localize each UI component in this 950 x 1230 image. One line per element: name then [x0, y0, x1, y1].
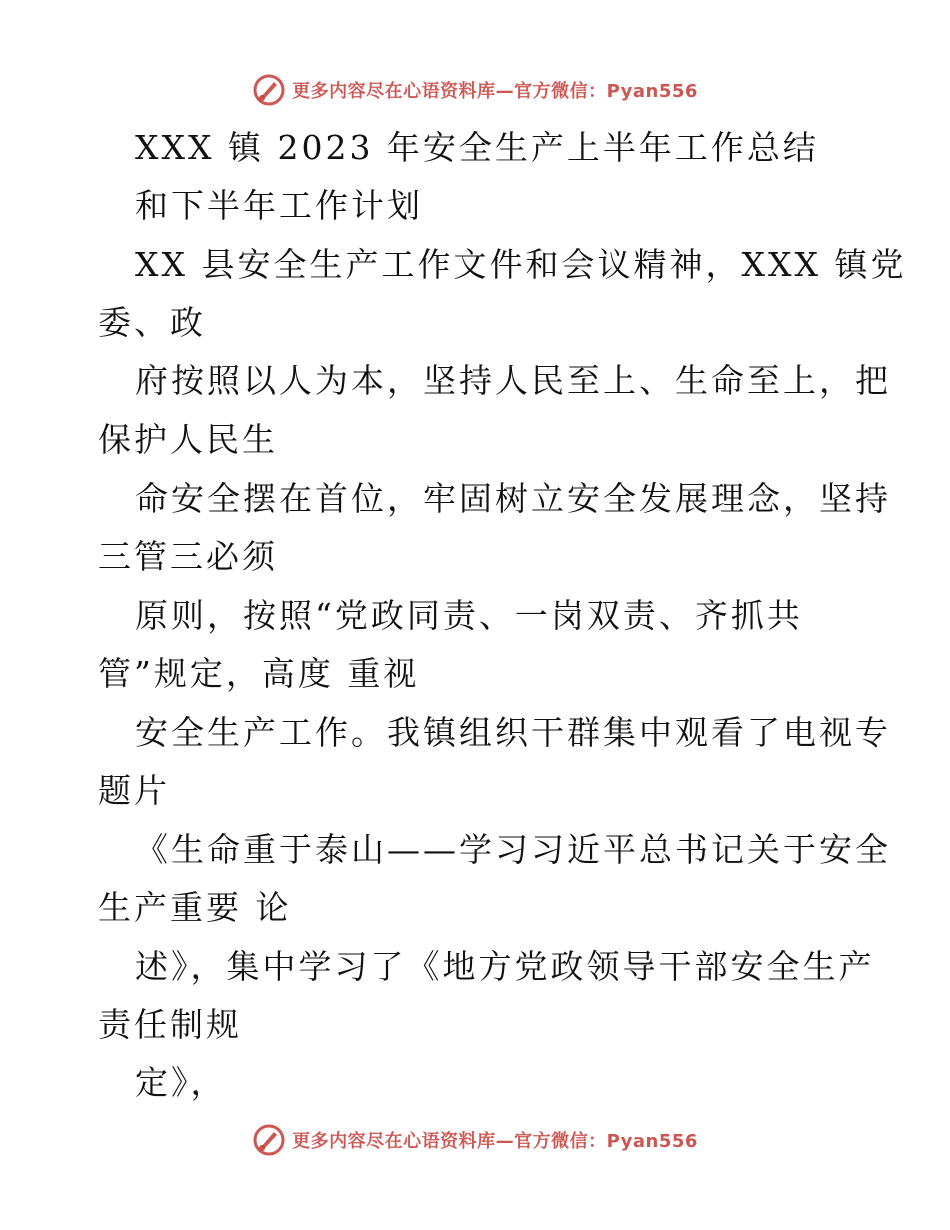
body-line: 《生命重于泰山——学习习近平总书记关于安全: [135, 830, 891, 869]
body-line: 安全生产工作。我镇组织干群集中观看了电视专: [135, 713, 891, 752]
watermark-text: 更多内容尽在心语资料库—官方微信：Pyan556: [292, 81, 698, 102]
body-line: XX 县安全生产工作文件和会议精神，XXX 镇党: [135, 245, 907, 284]
body-line: 述》，集中学习了《地方党政领导干部安全生产: [135, 947, 875, 986]
body-line: 府按照以人为本，坚持人民至上、生命至上，把: [135, 361, 891, 400]
brush-logo-icon: [252, 1123, 286, 1157]
title-line-2: 和下半年工作计划: [135, 186, 423, 225]
footer-watermark: [0, 1120, 950, 1160]
body-line: 命安全摆在首位，牢固树立安全发展理念，坚持: [135, 479, 891, 518]
body-line: 委、政: [98, 303, 206, 342]
header-watermark: [0, 70, 950, 110]
body-line: 题片: [98, 771, 170, 810]
body-line: 管”规定，高度 重视: [98, 654, 420, 693]
body-line: 责任制规: [98, 1005, 242, 1044]
brush-logo-icon: [252, 73, 286, 107]
body-line: 保护人民生: [98, 420, 278, 459]
body-line: 三管三必须: [98, 537, 278, 576]
body-line: 原则，按照“党政同责、一岗双责、齐抓共: [135, 596, 803, 635]
watermark-text: 更多内容尽在心语资料库—官方微信：Pyan556: [292, 1131, 698, 1152]
body-line: 定》，: [135, 1063, 227, 1102]
body-line: 生产重要 论: [98, 888, 292, 927]
title-line-1: XXX 镇 2023 年安全生产上半年工作总结: [135, 128, 819, 167]
